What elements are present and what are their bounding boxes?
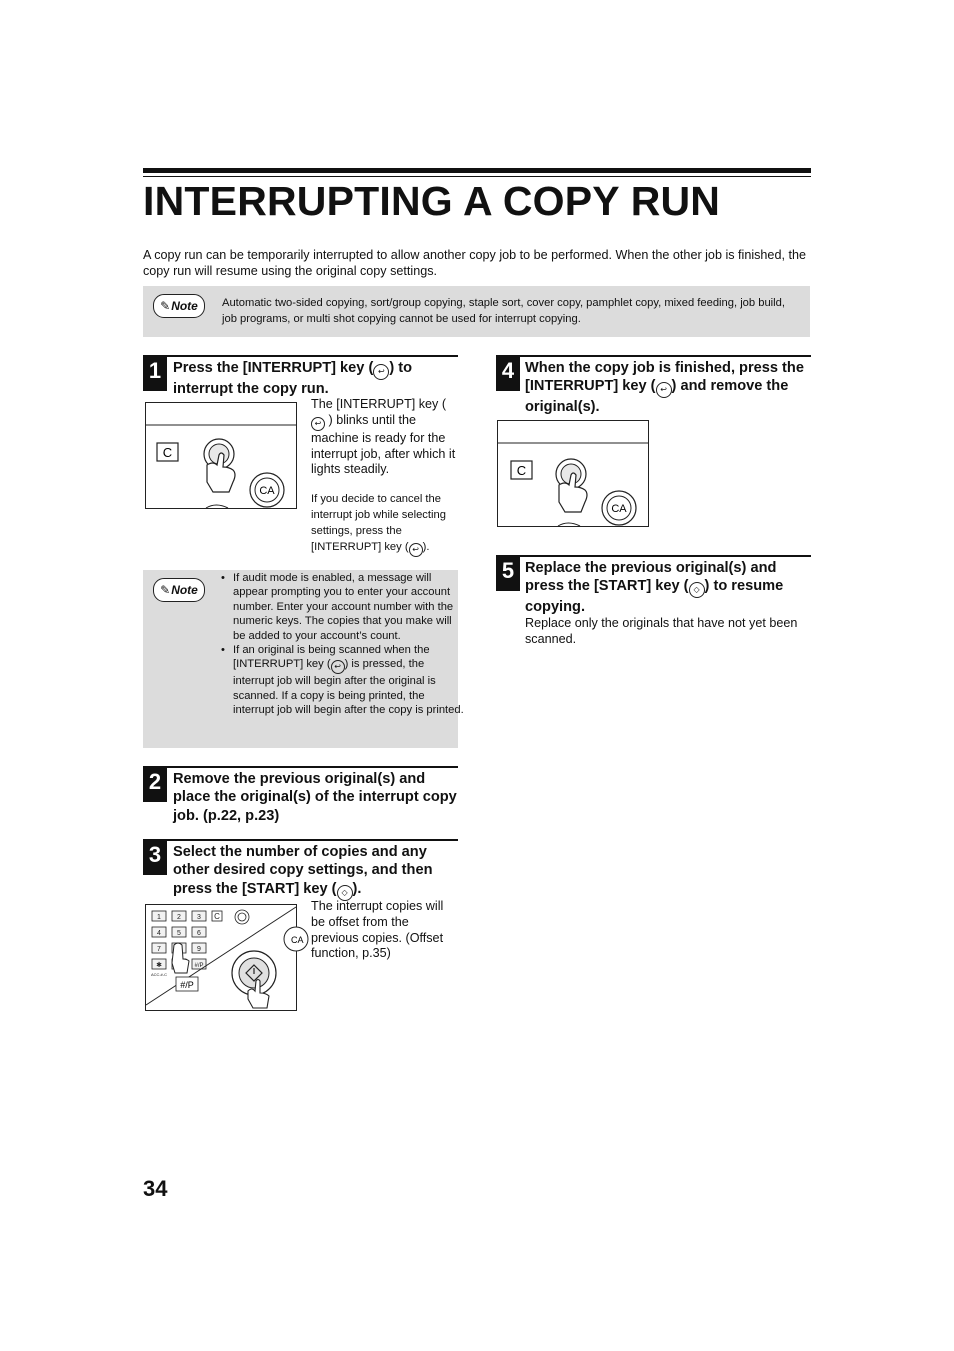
page-number: 34 [143,1176,168,1201]
step-3-heading [173,843,458,901]
note-box-2 [143,570,464,748]
step-2-number: 2 [143,768,167,802]
title-rule-thin [143,176,811,177]
step-2-rule [143,766,458,768]
clear-all-key-label: CA [611,503,627,515]
step-1-rule [143,355,458,357]
step-1-body-b: ) blinks until the machine is ready for the interrupt job, after which it lights steadily. [311,412,456,477]
note-2-list [219,571,467,718]
intro-paragraph: A copy run can be temporarily interrupted to allow another copy job to be performed. When the other job is finished, the copy run will resume using the original copy settings. [143,248,806,278]
keypad-key: 1 [157,914,161,921]
step-4-number: 4 [496,357,520,391]
interrupt-key-icon: ↩ [311,417,325,431]
interrupt-key-press-graphic [146,403,296,508]
step-1-cancel-text [311,491,458,557]
interrupt-key-icon: ↩ [409,543,423,557]
step-3-number: 3 [143,841,167,875]
note-badge [153,578,205,602]
note-2-item: • If audit mode is enabled, a message will appear prompting you to enter your account number. Enter your account number with the numeric keys. The copies that you make will be added to your account’s count. [233,571,467,643]
step-5-body: Replace only the originals that have not yet been scanned. [525,616,798,646]
step-3-rule [143,839,458,841]
step-1-number: 1 [143,357,167,391]
pencil-icon: ✎ [160,299,171,313]
keypad-key: 9 [197,946,201,953]
hash-p-key-label: #/P [180,980,194,990]
note-2-item-a: If an original is being scanned when the [INTERRUPT] key ( [233,644,430,671]
keypad-key: #/P [194,963,204,969]
start-key-press-graphic [146,905,304,1010]
note-1-text: Automatic two-sided copying, sort/group copying, staple sort, cover copy, pamphlet copy, mixed feeding, job build, job programs, or multi shot copying cannot be used for interrupt copying. [222,297,785,325]
keypad-key: 6 [197,930,201,937]
start-key-icon: ◇ [689,582,705,598]
step-3-body: The interrupt copies will be offset from the previous copies. (Offset function, p.35) [311,899,444,961]
step-5-heading-a: Replace the previous original(s) and press the [START] key ( [525,560,777,595]
step-1-body [311,397,458,478]
step-4-heading-b: ) and remove the original(s). [525,378,789,416]
keypad-key: 7 [157,946,161,953]
interrupt-key-icon: ↩ [373,364,389,380]
interrupt-key-icon: ↩ [656,382,672,398]
note-label: Note [171,299,198,313]
note-2-item-b: ) is pressed, the interrupt job will begin after the original is scanned. If a copy is being printed, the interrupt job will begin after the copy is printed. [233,658,464,717]
interrupt-key-icon: ↩ [331,660,345,674]
clear-all-key-label: CA [259,485,275,497]
keypad-key: 2 [177,914,181,921]
step-5-heading [525,559,811,617]
note-box-1 [143,286,810,337]
step-5-heading-b: ) to resume copying. [525,578,784,616]
step-5-rule [496,555,811,557]
step-3-heading-a: Select the number of copies and any other desired copy settings, and then press the [START] key ( [173,844,433,897]
start-key-icon: ◇ [337,885,353,901]
step-1-body-a: The [INTERRUPT] key ( [311,397,447,411]
step-1-small-a: If you decide to cancel the interrupt job while selecting settings, press the [INTERRUPT] key ( [311,493,446,553]
step-1-heading [173,359,458,398]
note-2-item [233,643,467,718]
note-label: Note [171,583,198,597]
step-4-heading [525,359,811,417]
note-badge [153,294,205,318]
step-1-heading-a: Press the [INTERRUPT] key ( [173,360,374,376]
title-rule-thick [143,168,811,173]
control-panel-illustration-4 [497,420,649,527]
control-panel-illustration-1 [145,402,297,509]
step-3-heading-b: ). [352,880,362,897]
page-title: INTERRUPTING A COPY RUN [143,178,721,224]
step-1-small-b: ). [422,541,430,553]
interrupt-key-press-graphic [498,421,648,526]
access-key-label: ACC.#-C [150,972,168,977]
clear-key-label: C [162,445,173,460]
step-1-heading-b: ) to interrupt the copy run. [173,360,413,397]
clear-key-label: C [516,463,527,478]
step-2-heading: Remove the previous original(s) and place the original(s) of the interrupt copy job. (p.22, p.23) [173,771,457,824]
step-4-rule [496,355,811,357]
keypad-key: ✱ [156,962,162,969]
pencil-icon: ✎ [160,583,171,597]
keypad-key: 5 [177,930,181,937]
control-panel-illustration-3 [145,904,304,1011]
clear-all-key-label: CA [291,935,304,945]
step-4-heading-a: When the copy job is finished, press the [INTERRUPT] key ( [525,360,804,395]
clear-key-label: C [214,912,220,921]
keypad-key: 3 [197,914,201,921]
step-5-number: 5 [496,557,520,591]
keypad-key: 4 [157,930,161,937]
